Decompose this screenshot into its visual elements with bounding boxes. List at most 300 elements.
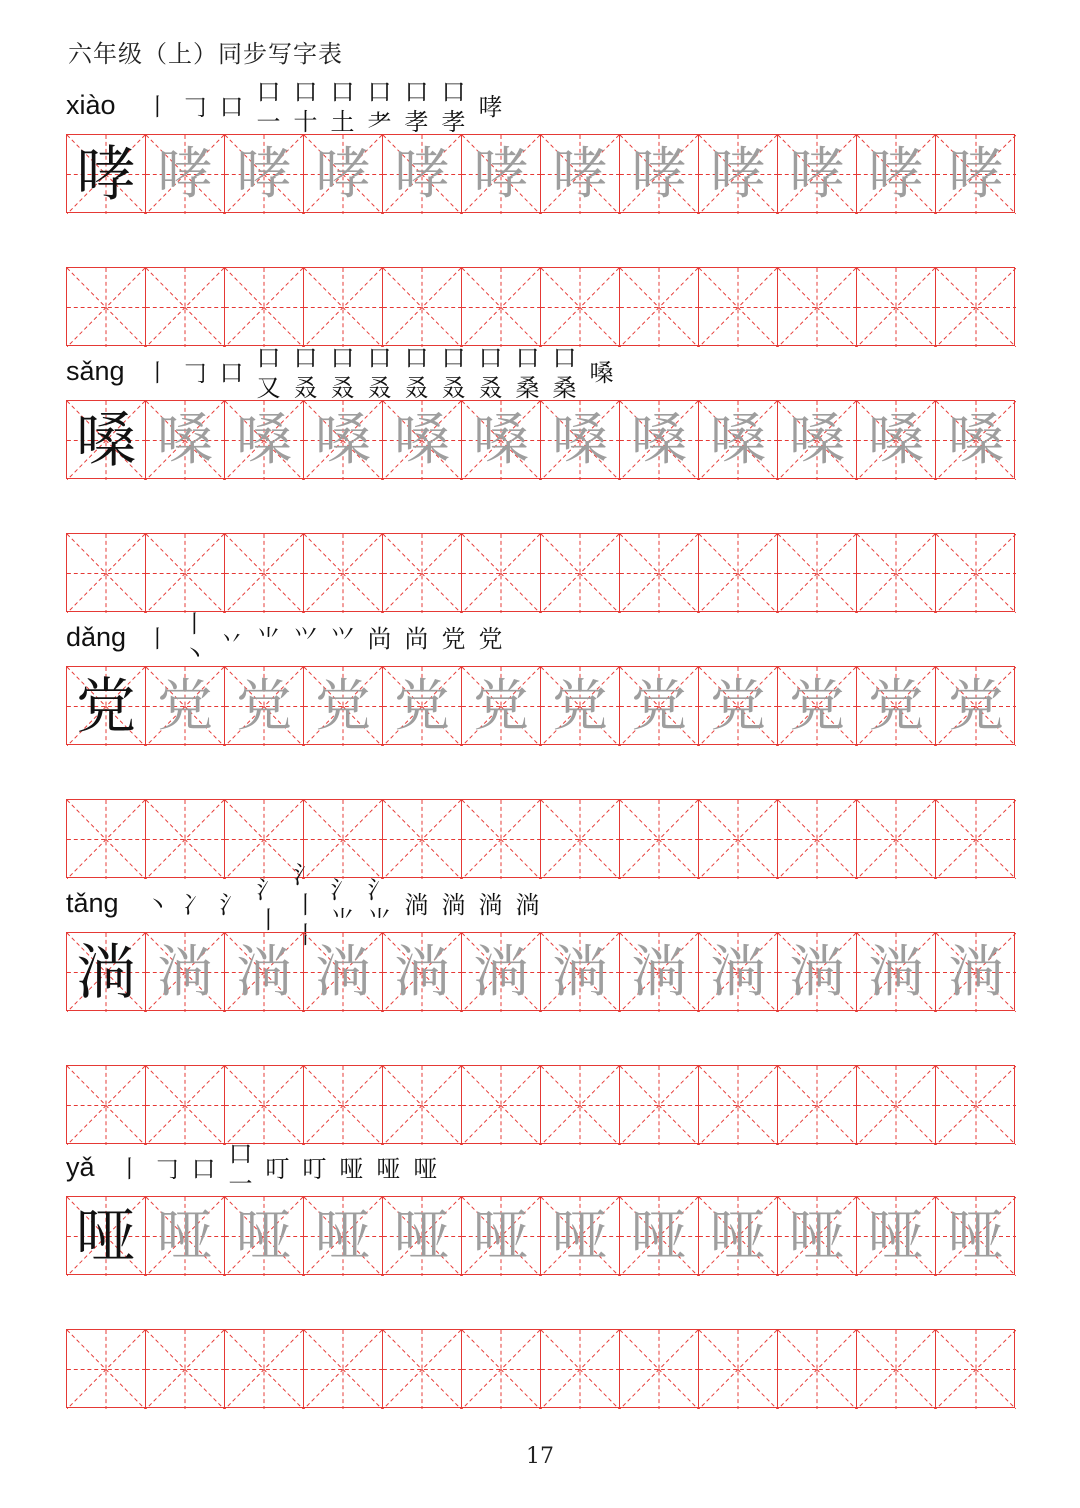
empty-cell[interactable]	[936, 800, 1016, 879]
guide-lines	[67, 534, 145, 613]
guide-lines	[778, 800, 856, 879]
tracing-row	[66, 932, 1015, 1011]
trace-character: 嗓	[948, 407, 1004, 473]
empty-cell[interactable]	[936, 534, 1016, 613]
guide-lines	[620, 268, 698, 347]
empty-cell[interactable]	[383, 800, 462, 879]
guide-lines	[146, 1066, 224, 1145]
guide-lines	[67, 1330, 145, 1409]
trace-character: 党	[394, 673, 450, 739]
trace-character: 哑	[236, 1203, 292, 1269]
guide-lines	[699, 268, 777, 347]
trace-character: 嗓	[315, 407, 371, 473]
trace-cell[interactable]	[857, 933, 936, 1012]
stroke-step: 𠃌	[182, 93, 207, 121]
trace-cell[interactable]	[146, 933, 225, 1012]
empty-cell[interactable]	[857, 1330, 936, 1409]
trace-character: 哮	[710, 141, 766, 207]
guide-lines	[857, 1330, 935, 1409]
trace-cell[interactable]	[304, 933, 383, 1012]
empty-cell[interactable]	[778, 268, 857, 347]
trace-character: 党	[948, 673, 1004, 739]
guide-lines	[699, 800, 777, 879]
practice-row	[66, 799, 1015, 878]
trace-cell[interactable]	[462, 1197, 541, 1276]
guide-lines	[383, 268, 461, 347]
trace-character: 哑	[315, 1203, 371, 1269]
stroke-step: 口耂	[367, 78, 392, 136]
guide-lines	[462, 534, 540, 613]
trace-character: 淌	[710, 939, 766, 1005]
guide-lines	[936, 268, 1016, 347]
empty-cell[interactable]	[699, 534, 778, 613]
trace-character: 哮	[394, 141, 450, 207]
trace-cell[interactable]	[857, 667, 936, 746]
guide-lines	[778, 1330, 856, 1409]
stroke-step: 丶	[145, 891, 170, 919]
empty-cell[interactable]	[304, 268, 383, 347]
trace-character: 哮	[236, 141, 292, 207]
empty-cell[interactable]	[541, 800, 620, 879]
stroke-step: 口一	[256, 78, 281, 136]
trace-cell[interactable]	[304, 401, 383, 480]
trace-cell[interactable]	[620, 933, 699, 1012]
stroke-step: 丨丶	[182, 610, 207, 668]
empty-cell[interactable]	[620, 800, 699, 879]
stroke-sequence	[142, 78, 506, 136]
empty-cell[interactable]	[67, 534, 146, 613]
trace-character: 嗓	[552, 407, 608, 473]
trace-character: 淌	[868, 939, 924, 1005]
trace-cell[interactable]	[620, 135, 699, 214]
stroke-step: 淌	[441, 891, 466, 919]
guide-lines	[778, 534, 856, 613]
stroke-step: 叮	[265, 1155, 290, 1183]
trace-cell[interactable]	[225, 135, 304, 214]
empty-cell[interactable]	[67, 800, 146, 879]
stroke-step: 𠃌	[154, 1155, 179, 1183]
stroke-order-line	[66, 78, 1026, 136]
trace-cell[interactable]	[462, 667, 541, 746]
stroke-step: 淌	[515, 891, 540, 919]
guide-lines	[383, 1066, 461, 1145]
trace-cell[interactable]	[620, 401, 699, 480]
empty-cell[interactable]	[304, 1330, 383, 1409]
pinyin: tǎng	[66, 888, 119, 918]
stroke-step: 党	[478, 625, 503, 653]
guide-lines	[620, 534, 698, 613]
empty-cell[interactable]	[304, 534, 383, 613]
trace-character: 党	[157, 673, 213, 739]
stroke-step: 口	[219, 359, 244, 387]
empty-cell[interactable]	[620, 534, 699, 613]
guide-lines	[936, 1066, 1016, 1145]
guide-lines	[146, 800, 224, 879]
stroke-step: 氵	[219, 891, 244, 919]
empty-cell[interactable]	[146, 1066, 225, 1145]
trace-character: 哑	[789, 1203, 845, 1269]
guide-lines	[857, 800, 935, 879]
trace-cell[interactable]	[541, 667, 620, 746]
empty-cell[interactable]	[857, 534, 936, 613]
empty-cell[interactable]	[857, 268, 936, 347]
guide-lines	[304, 1330, 382, 1409]
trace-cell[interactable]	[383, 1197, 462, 1276]
trace-cell[interactable]	[699, 401, 778, 480]
trace-character: 嗓	[631, 407, 687, 473]
trace-character: 嗓	[157, 407, 213, 473]
empty-cell[interactable]	[146, 534, 225, 613]
stroke-step: 口叒	[404, 344, 429, 402]
trace-cell[interactable]	[936, 401, 1016, 480]
empty-cell[interactable]	[541, 268, 620, 347]
empty-cell[interactable]	[225, 534, 304, 613]
guide-lines	[304, 268, 382, 347]
empty-cell[interactable]	[304, 1066, 383, 1145]
trace-character: 党	[473, 673, 529, 739]
trace-cell[interactable]	[225, 933, 304, 1012]
empty-cell[interactable]	[936, 268, 1016, 347]
trace-cell[interactable]	[146, 1197, 225, 1276]
guide-lines	[936, 1330, 1016, 1409]
stroke-sequence	[114, 1140, 441, 1198]
stroke-order-line	[66, 1140, 1026, 1198]
guide-lines	[699, 534, 777, 613]
model-character: 嗓	[76, 405, 136, 476]
trace-character: 哑	[948, 1203, 1004, 1269]
guide-lines	[778, 1066, 856, 1145]
model-cell	[67, 933, 146, 1012]
trace-cell[interactable]	[541, 401, 620, 480]
tracing-row	[66, 666, 1015, 745]
empty-cell[interactable]	[67, 1066, 146, 1145]
trace-character: 党	[868, 673, 924, 739]
empty-cell[interactable]	[699, 1066, 778, 1145]
trace-cell[interactable]	[146, 401, 225, 480]
guide-lines	[778, 268, 856, 347]
tracing-row	[66, 400, 1015, 479]
guide-lines	[383, 1330, 461, 1409]
pinyin: sǎng	[66, 356, 125, 386]
trace-cell[interactable]	[146, 135, 225, 214]
stroke-step: 口叒	[367, 344, 392, 402]
trace-cell[interactable]	[146, 667, 225, 746]
stroke-step: 口又	[256, 344, 281, 402]
empty-cell[interactable]	[67, 268, 146, 347]
trace-character: 党	[315, 673, 371, 739]
trace-character: 淌	[948, 939, 1004, 1005]
trace-character: 淌	[236, 939, 292, 1005]
trace-character: 党	[789, 673, 845, 739]
trace-cell[interactable]	[541, 135, 620, 214]
empty-cell[interactable]	[936, 1330, 1016, 1409]
stroke-step: 氵⺌	[330, 876, 355, 934]
page-title: 六年级（上）同步写字表	[68, 40, 343, 68]
model-cell	[67, 667, 146, 746]
empty-cell[interactable]	[67, 1330, 146, 1409]
trace-character: 哑	[868, 1203, 924, 1269]
trace-character: 哮	[789, 141, 845, 207]
guide-lines	[857, 268, 935, 347]
trace-character: 淌	[315, 939, 371, 1005]
trace-character: 淌	[552, 939, 608, 1005]
guide-lines	[936, 534, 1016, 613]
practice-row	[66, 533, 1015, 612]
guide-lines	[225, 534, 303, 613]
guide-lines	[620, 1066, 698, 1145]
empty-cell[interactable]	[462, 800, 541, 879]
model-character: 哑	[76, 1201, 136, 1272]
stroke-step: 口叒	[478, 344, 503, 402]
guide-lines	[67, 268, 145, 347]
empty-cell[interactable]	[383, 1330, 462, 1409]
trace-cell[interactable]	[699, 933, 778, 1012]
empty-cell[interactable]	[225, 1330, 304, 1409]
trace-cell[interactable]	[304, 1197, 383, 1276]
empty-cell[interactable]	[620, 1330, 699, 1409]
trace-cell[interactable]	[541, 1197, 620, 1276]
guide-lines	[541, 268, 619, 347]
trace-cell[interactable]	[857, 401, 936, 480]
pinyin: xiào	[66, 90, 116, 120]
trace-character: 哮	[948, 141, 1004, 207]
stroke-step: 党	[441, 625, 466, 653]
trace-cell[interactable]	[620, 1197, 699, 1276]
trace-character: 党	[236, 673, 292, 739]
trace-character: 嗓	[473, 407, 529, 473]
trace-cell[interactable]	[383, 401, 462, 480]
trace-cell[interactable]	[304, 667, 383, 746]
trace-character: 淌	[473, 939, 529, 1005]
guide-lines	[67, 1066, 145, 1145]
empty-cell[interactable]	[778, 800, 857, 879]
stroke-sequence	[142, 610, 506, 668]
stroke-step: 口十	[293, 78, 318, 136]
stroke-step: 口	[191, 1155, 216, 1183]
guide-lines	[383, 534, 461, 613]
stroke-order-line	[66, 344, 1026, 402]
trace-character: 淌	[631, 939, 687, 1005]
trace-cell[interactable]	[462, 933, 541, 1012]
guide-lines	[462, 1066, 540, 1145]
empty-cell[interactable]	[699, 268, 778, 347]
trace-cell[interactable]	[936, 135, 1016, 214]
trace-cell[interactable]	[383, 933, 462, 1012]
practice-row	[66, 1065, 1015, 1144]
trace-cell[interactable]	[383, 667, 462, 746]
empty-cell[interactable]	[383, 268, 462, 347]
stroke-step: 冫	[182, 891, 207, 919]
trace-cell[interactable]	[383, 135, 462, 214]
trace-cell[interactable]	[857, 135, 936, 214]
trace-character: 嗓	[868, 407, 924, 473]
guide-lines	[699, 1330, 777, 1409]
guide-lines	[857, 534, 935, 613]
empty-cell[interactable]	[383, 1066, 462, 1145]
guide-lines	[936, 800, 1016, 879]
stroke-step: 丨	[117, 1155, 142, 1183]
trace-character: 哑	[157, 1203, 213, 1269]
tracing-row	[66, 1196, 1015, 1275]
tracing-row	[66, 134, 1015, 213]
guide-lines	[146, 534, 224, 613]
practice-row	[66, 1329, 1015, 1408]
guide-lines	[462, 1330, 540, 1409]
empty-cell[interactable]	[462, 268, 541, 347]
model-cell	[67, 401, 146, 480]
trace-cell[interactable]	[304, 135, 383, 214]
trace-character: 嗓	[236, 407, 292, 473]
empty-cell[interactable]	[857, 800, 936, 879]
empty-cell[interactable]	[541, 534, 620, 613]
guide-lines	[225, 268, 303, 347]
stroke-step: 哑	[413, 1155, 438, 1183]
empty-cell[interactable]	[462, 534, 541, 613]
stroke-step: 口叒	[330, 344, 355, 402]
empty-cell[interactable]	[778, 1066, 857, 1145]
stroke-step: 口	[219, 93, 244, 121]
stroke-step: 叮	[302, 1155, 327, 1183]
stroke-step: 淌	[478, 891, 503, 919]
stroke-step: 尚	[404, 625, 429, 653]
guide-lines	[462, 800, 540, 879]
trace-character: 淌	[789, 939, 845, 1005]
trace-character: 哑	[631, 1203, 687, 1269]
trace-cell[interactable]	[778, 135, 857, 214]
stroke-step: 哑	[376, 1155, 401, 1183]
guide-lines	[620, 1330, 698, 1409]
stroke-step: 丷	[219, 625, 244, 653]
stroke-step: 尚	[367, 625, 392, 653]
model-cell	[67, 1197, 146, 1276]
trace-cell[interactable]	[225, 667, 304, 746]
trace-character: 党	[710, 673, 766, 739]
guide-lines	[462, 268, 540, 347]
stroke-step: 口孝	[441, 78, 466, 136]
guide-lines	[541, 800, 619, 879]
trace-character: 党	[552, 673, 608, 739]
stroke-step: ⺌	[256, 625, 281, 653]
empty-cell[interactable]	[462, 1330, 541, 1409]
guide-lines	[383, 800, 461, 879]
trace-cell[interactable]	[936, 933, 1016, 1012]
stroke-step: 𠃌	[182, 359, 207, 387]
trace-cell[interactable]	[462, 135, 541, 214]
stroke-order-line	[66, 610, 1026, 668]
trace-cell[interactable]	[225, 401, 304, 480]
stroke-step: 口土	[330, 78, 355, 136]
model-cell	[67, 135, 146, 214]
trace-cell[interactable]	[778, 1197, 857, 1276]
stroke-step: 氵⺌	[367, 876, 392, 934]
empty-cell[interactable]	[699, 1330, 778, 1409]
stroke-step: 淌	[404, 891, 429, 919]
guide-lines	[857, 1066, 935, 1145]
trace-cell[interactable]	[936, 1197, 1016, 1276]
trace-character: 嗓	[789, 407, 845, 473]
pinyin: yǎ	[66, 1152, 95, 1182]
trace-cell[interactable]	[778, 667, 857, 746]
empty-cell[interactable]	[778, 534, 857, 613]
empty-cell[interactable]	[462, 1066, 541, 1145]
trace-character: 淌	[394, 939, 450, 1005]
trace-cell[interactable]	[541, 933, 620, 1012]
empty-cell[interactable]	[620, 268, 699, 347]
model-character: 党	[76, 671, 136, 742]
empty-cell[interactable]	[541, 1066, 620, 1145]
trace-cell[interactable]	[699, 135, 778, 214]
stroke-step: 口叒	[441, 344, 466, 402]
empty-cell[interactable]	[225, 268, 304, 347]
empty-cell[interactable]	[620, 1066, 699, 1145]
guide-lines	[620, 800, 698, 879]
model-character: 哮	[76, 139, 136, 210]
trace-cell[interactable]	[699, 667, 778, 746]
empty-cell[interactable]	[146, 268, 225, 347]
trace-cell[interactable]	[778, 401, 857, 480]
empty-cell[interactable]	[541, 1330, 620, 1409]
trace-cell[interactable]	[778, 933, 857, 1012]
empty-cell[interactable]	[699, 800, 778, 879]
stroke-step: 氵丨	[256, 876, 281, 934]
trace-character: 哮	[552, 141, 608, 207]
trace-character: 哑	[710, 1203, 766, 1269]
empty-cell[interactable]	[778, 1330, 857, 1409]
trace-cell[interactable]	[620, 667, 699, 746]
trace-cell[interactable]	[699, 1197, 778, 1276]
stroke-step: 丨	[145, 625, 170, 653]
trace-character: 哮	[473, 141, 529, 207]
stroke-step: 氵丨丨	[293, 861, 318, 949]
guide-lines	[541, 1330, 619, 1409]
trace-cell[interactable]	[857, 1197, 936, 1276]
stroke-order-line	[66, 861, 1026, 949]
empty-cell[interactable]	[857, 1066, 936, 1145]
empty-cell[interactable]	[146, 1330, 225, 1409]
trace-cell[interactable]	[225, 1197, 304, 1276]
trace-cell[interactable]	[936, 667, 1016, 746]
empty-cell[interactable]	[225, 1066, 304, 1145]
trace-character: 淌	[157, 939, 213, 1005]
empty-cell[interactable]	[146, 800, 225, 879]
stroke-step: 口叒	[293, 344, 318, 402]
guide-lines	[225, 1066, 303, 1145]
empty-cell[interactable]	[936, 1066, 1016, 1145]
guide-lines	[304, 534, 382, 613]
stroke-step: 嗓	[589, 359, 614, 387]
trace-cell[interactable]	[462, 401, 541, 480]
stroke-step: 口一	[228, 1140, 253, 1198]
trace-character: 哑	[473, 1203, 529, 1269]
guide-lines	[304, 1066, 382, 1145]
stroke-step: ⺍	[330, 625, 355, 653]
guide-lines	[225, 1330, 303, 1409]
stroke-sequence	[142, 344, 617, 402]
guide-lines	[67, 800, 145, 879]
guide-lines	[699, 1066, 777, 1145]
guide-lines	[541, 1066, 619, 1145]
stroke-sequence	[142, 861, 543, 949]
guide-lines	[146, 1330, 224, 1409]
trace-character: 哮	[868, 141, 924, 207]
empty-cell[interactable]	[383, 534, 462, 613]
trace-character: 哮	[315, 141, 371, 207]
trace-character: 嗓	[710, 407, 766, 473]
trace-character: 党	[631, 673, 687, 739]
stroke-step: 哮	[478, 93, 503, 121]
trace-character: 嗓	[394, 407, 450, 473]
pinyin: dǎng	[66, 622, 127, 652]
